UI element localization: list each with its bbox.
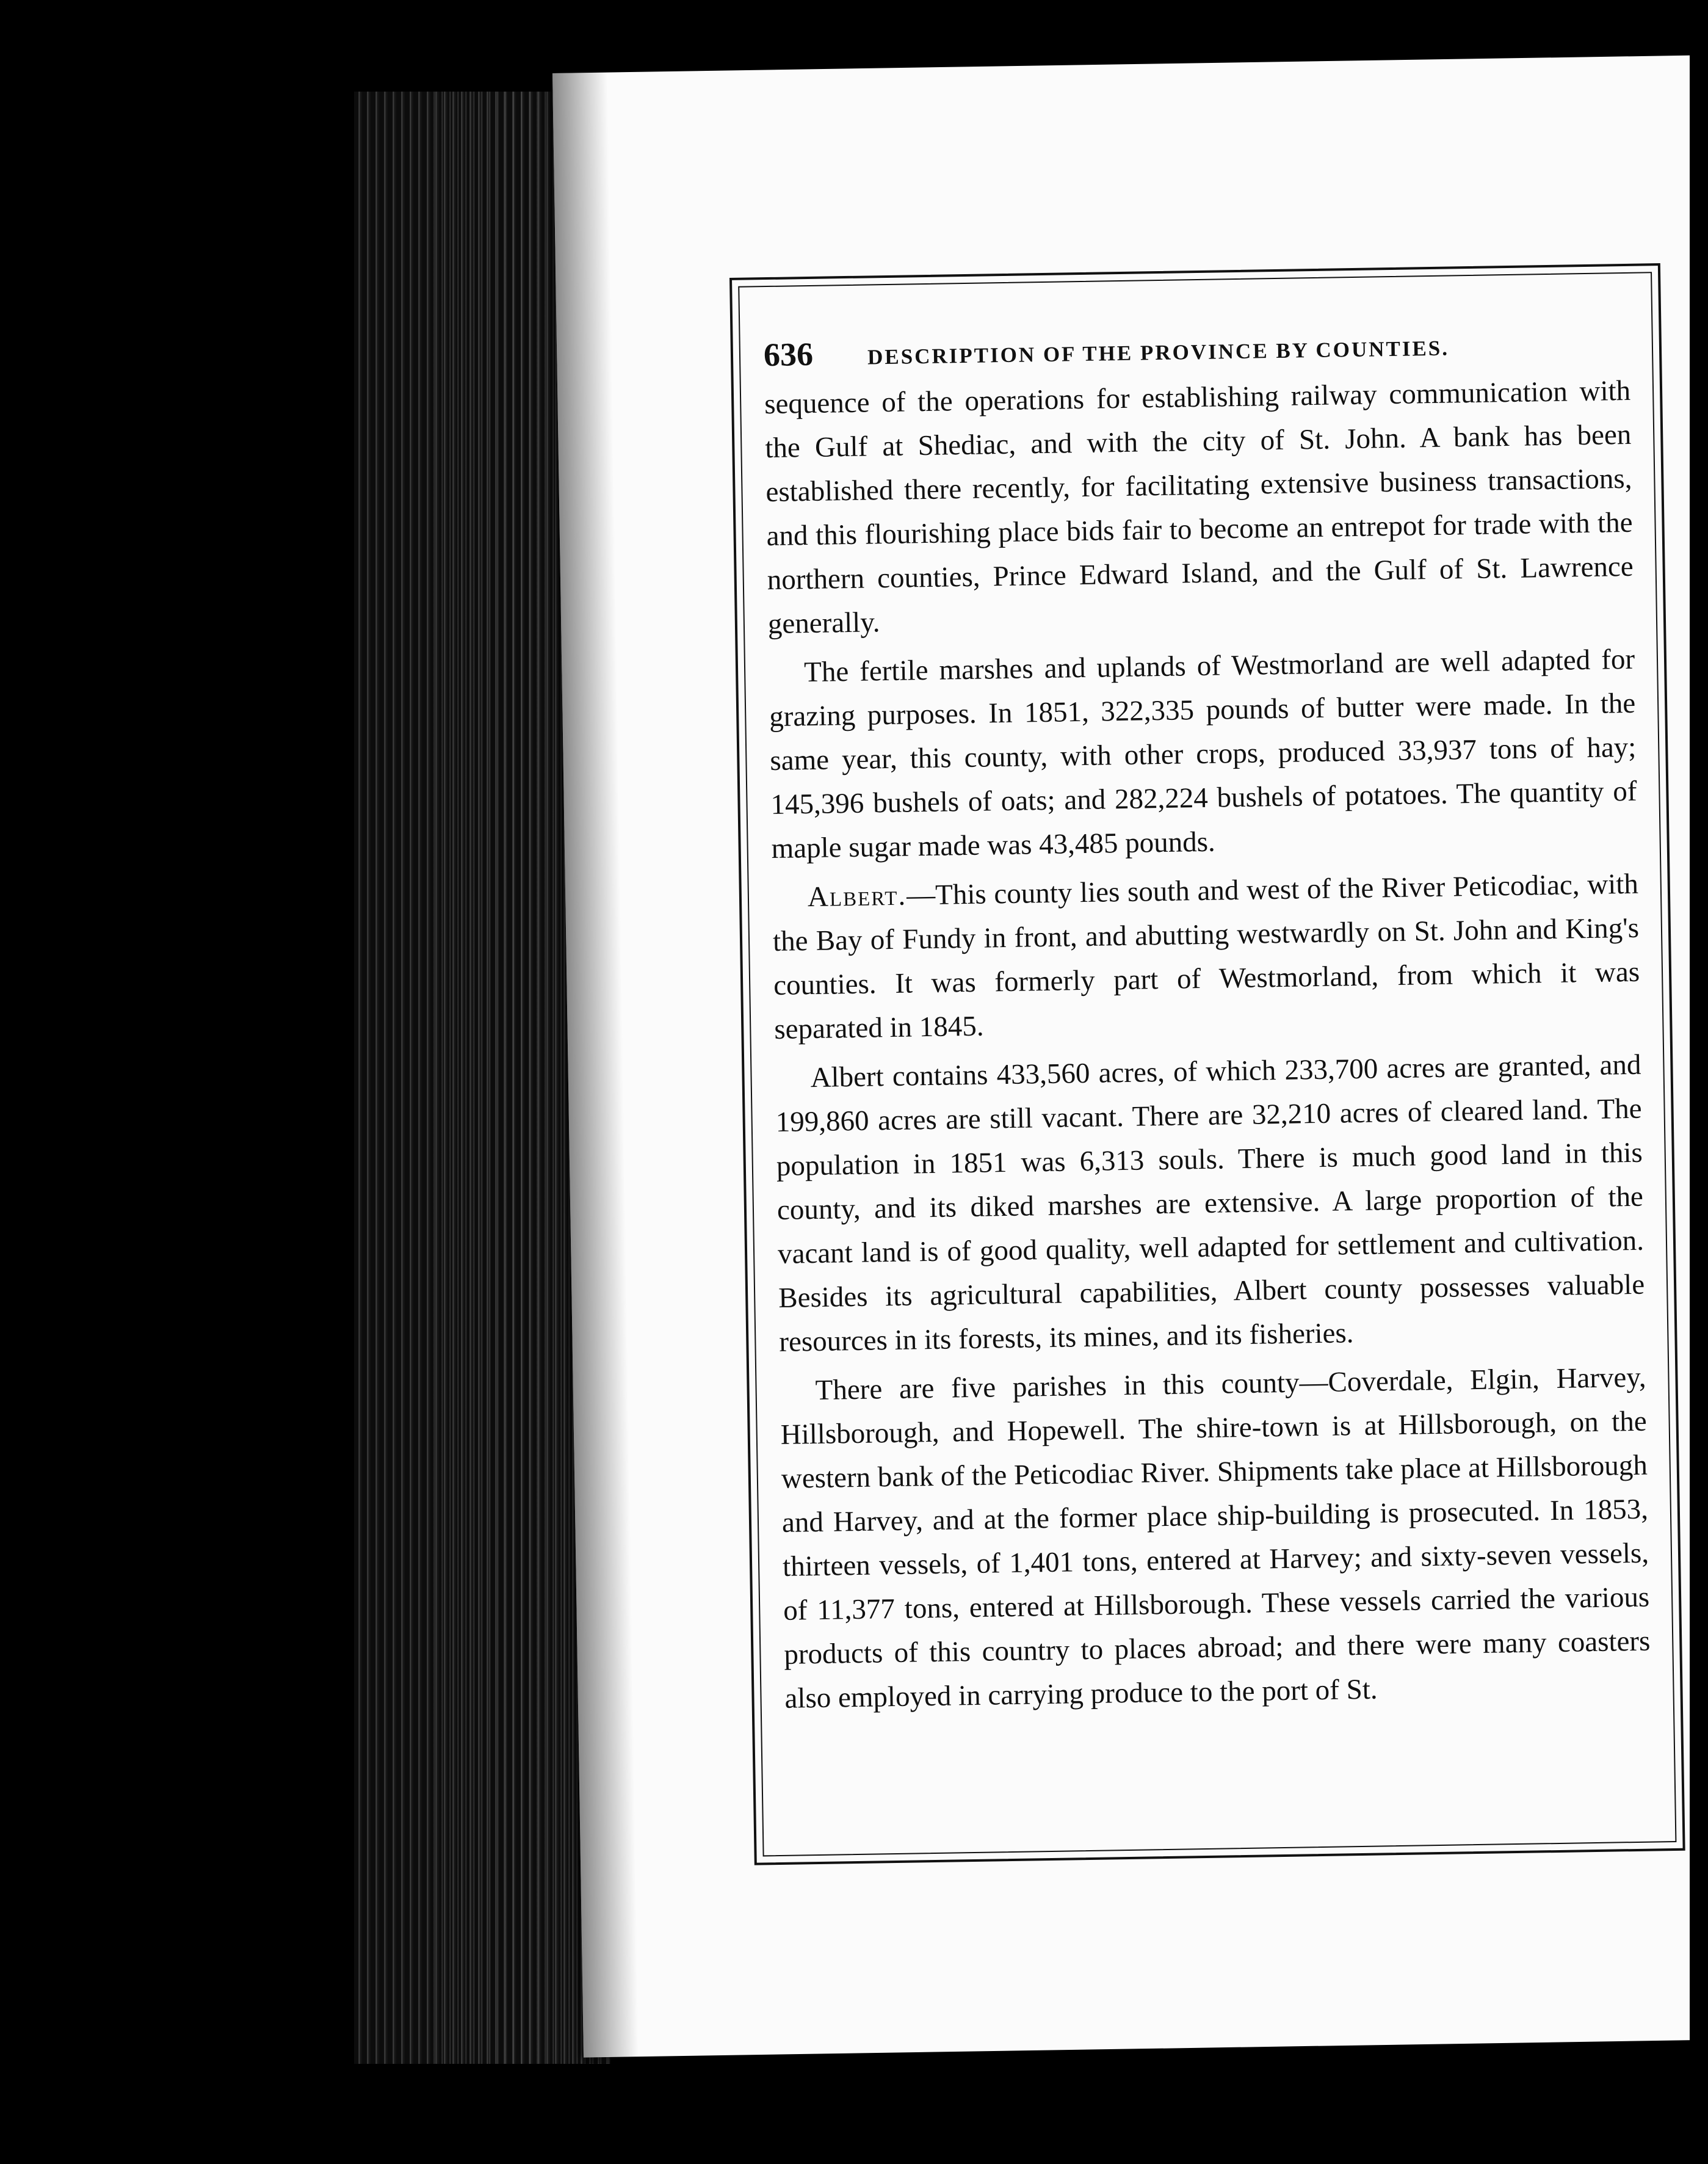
paragraph-continuation: sequence of the operations for establishing railway communication with the Gulf at Shediac, and with the city of St. John. A bank has been established there recently, for facilitating extensive business transactions, and this flourishing place bids fair to become an entrepot for trade with the northern counties, Prince Edward Island, and the Gulf of St. Lawrence generally.	[764, 374, 1634, 641]
paragraph-albert-intro	[772, 862, 1640, 1051]
section-lead-albert: Albert.	[807, 879, 907, 913]
paragraph-albert-parishes: There are five parishes in this county—Coverdale, Elgin, Harvey, Hillsborough, and Hopewell. The shire-town is at Hillsborough, on the western bank of the Peticodiac River. Shipments take place at Hillsborough and Harvey, and at the former place ship-building is prosecuted. In 1853, thirteen vessels, of 1,401 tons, entered at Harvey; and sixty-seven vessels, of 11,377 tons, entered at Hillsborough. These vessels carried the various products of this country to places abroad; and there were many coasters also employed in carrying produce to the port of St.	[780, 1361, 1651, 1715]
running-head: DESCRIPTION OF THE PROVINCE BY COUNTIES.	[867, 336, 1450, 369]
paragraph-albert-intro-text: —This county lies south and west of the River Peticodiac, with the Bay of Fundy in front, and abutting westwardly on St. John and King's counties. It was formerly part of Westmorland, from which it was separated in 1845.	[772, 868, 1640, 1045]
paragraph-albert-land: Albert contains 433,560 acres, of which 233,700 acres are granted, and 199,860 acres are still vacant. There are 32,210 acres of cleared land. The population in 1851 was 6,313 souls. There is much good land in this county, and its diked marshes are extensive. A large proportion of the vacant land is of good quality, well adapted for settlement and cultivation. Besides its agricultural capabilities, Albert county possesses valuable resources in its forests, its mines, and its fisheries.	[775, 1048, 1645, 1358]
text-frame	[729, 263, 1685, 1865]
page-header	[764, 322, 1630, 374]
page-number: 636	[763, 335, 814, 374]
scan-border	[1690, 0, 1708, 2164]
paragraph-westmorland-agriculture: The fertile marshes and uplands of Westmorland are well adapted for grazing purposes. In 1851, 322,335 pounds of butter were made. In the same year, this county, with other crops, produced 33,937 tons of hay; 145,396 bushels of oats; and 282,224 bushels of potatoes. The quantity of maple sugar made was 43,485 pounds.	[769, 643, 1637, 865]
text-frame-inner	[738, 272, 1676, 1856]
